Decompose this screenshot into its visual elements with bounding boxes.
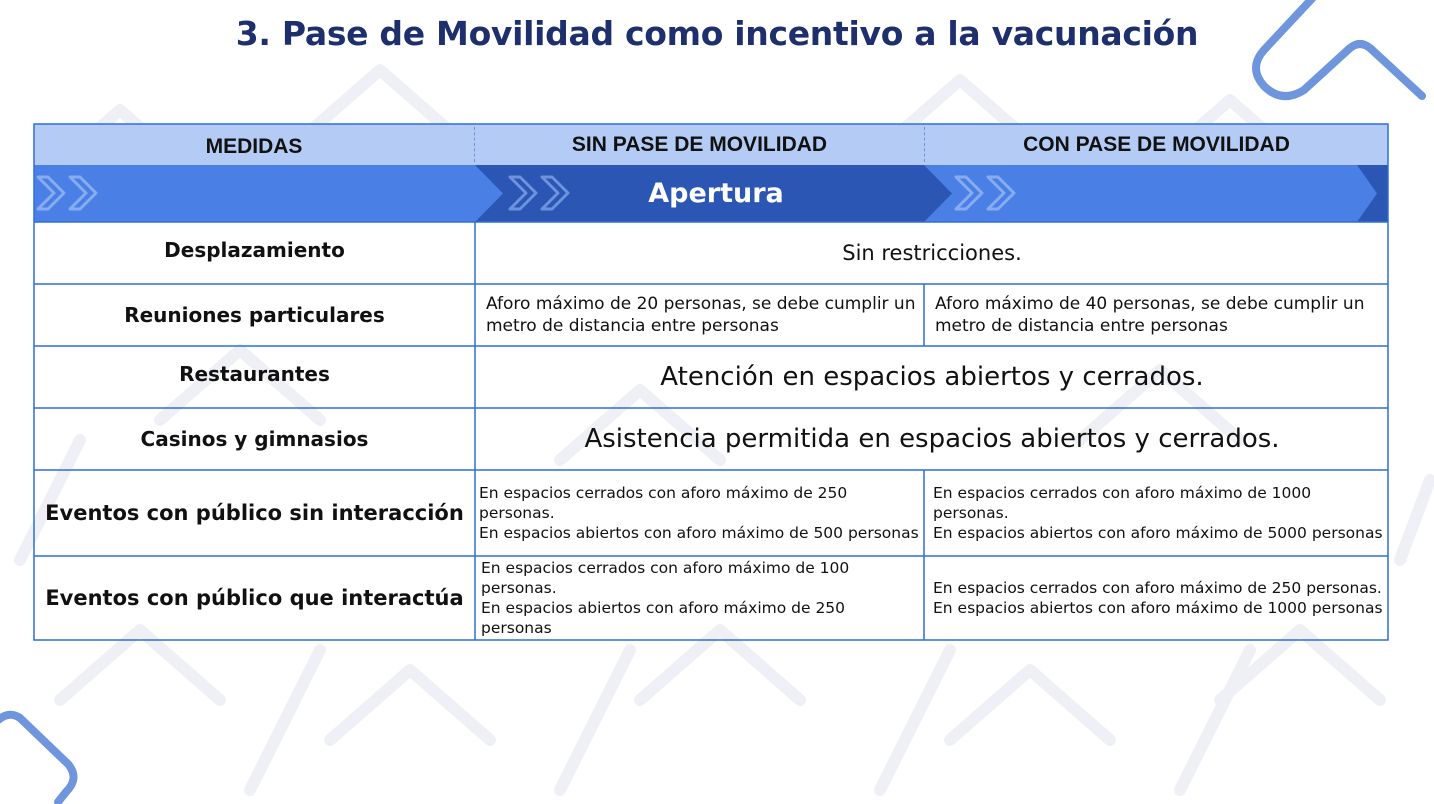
cell-eventos-interactua-con <box>925 556 1388 640</box>
text-line: En espacios cerrados con aforo máximo de 250 personas. <box>479 483 848 522</box>
text-line: En espacios abiertos con aforo máximo de 5000 personas <box>933 523 1383 542</box>
text-line: En espacios cerrados con aforo máximo de 1000 personas. <box>933 483 1312 522</box>
cell-reuniones-sin: Aforo máximo de 20 personas, se debe cumplir un metro de distancia entre personas <box>486 294 916 336</box>
text-line: En espacios cerrados con aforo máximo de 100 personas. <box>481 559 850 597</box>
measure-reuniones: Reuniones particulares <box>124 303 385 327</box>
merged-cell-restaurantes: Atención en espacios abiertos y cerrados. <box>660 362 1204 392</box>
table-header <box>34 124 1388 165</box>
cell-eventos-sin-interaccion-sin <box>476 470 924 555</box>
text-line: En espacios abiertos con aforo máximo de 1000 personas <box>933 599 1383 617</box>
text-line: En espacios cerrados con aforo máximo de 250 personas. <box>933 579 1382 597</box>
header-medidas: MEDIDAS <box>205 134 303 158</box>
measure-eventos-sin-interaccion: Eventos con público sin interacción <box>45 500 464 525</box>
bottom-left-chevron-icon <box>0 700 90 804</box>
merged-cell-desplazamiento: Sin restricciones. <box>842 241 1022 265</box>
merged-cell-casinos: Asistencia permitida en espacios abiertos y cerrados. <box>584 424 1280 454</box>
measure-casinos: Casinos y gimnasios <box>140 427 369 451</box>
cell-eventos-interactua-sin <box>476 556 924 640</box>
text-line: En espacios abiertos con aforo máximo de 250 personas <box>481 599 846 637</box>
section-label-apertura: Apertura <box>648 178 784 209</box>
measure-restaurantes: Restaurantes <box>179 362 330 386</box>
header-sin-pase: SIN PASE DE MOVILIDAD <box>571 132 828 156</box>
measure-desplazamiento: Desplazamiento <box>164 237 345 262</box>
text-line: En espacios abiertos con aforo máximo de 500 personas <box>479 523 919 542</box>
measure-eventos-interactua: Eventos con público que interactúa <box>45 586 464 610</box>
cell-reuniones-con: Aforo máximo de 40 personas, se debe cumplir un metro de distancia entre personas <box>935 294 1365 336</box>
cell-eventos-sin-interaccion-con <box>925 470 1388 555</box>
page-title: 3. Pase de Movilidad como incentivo a la vacunación <box>235 14 1199 53</box>
header-con-pase: CON PASE DE MOVILIDAD <box>1023 132 1290 156</box>
